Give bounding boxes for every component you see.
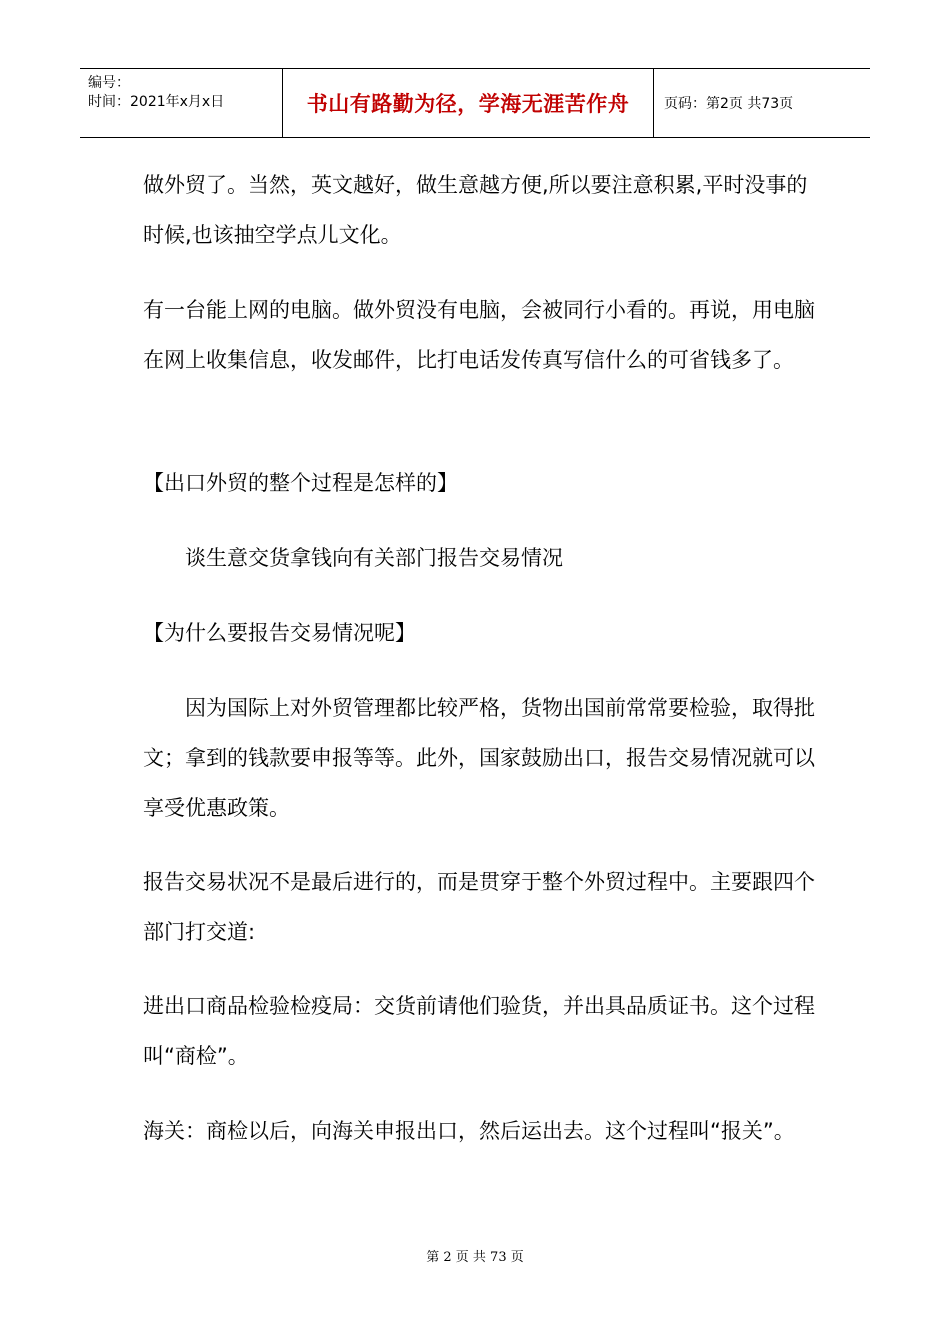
header-meta — [80, 69, 282, 137]
paragraph: 进出口商品检验检疫局：交货前请他们验货，并出具品质证书。这个过程叫“商检”。 — [143, 994, 815, 1068]
paragraph: 因为国际上对外贸管理都比较严格，货物出国前常常要检验，取得批文；拿到的钱款要申报等等。此外，国家鼓励出口，报告交易情况就可以享受优惠政策。 — [143, 696, 815, 820]
paragraph: 有一台能上网的电脑。做外贸没有电脑，会被同行小看的。再说，用电脑在网上收集信息，收发邮件，比打电话发传真写信什么的可省钱多了。 — [143, 298, 815, 372]
page-header — [80, 68, 870, 138]
page-footer: 第 2 页 共 73 页 — [426, 1250, 524, 1265]
paragraph: 海关：商检以后，向海关申报出口，然后运出去。这个过程叫“报关”。 — [143, 1119, 795, 1143]
header-motto: 书山有路勤为径，学海无涯苦作舟 — [282, 69, 654, 137]
header-page-info: 页码：第2页 共73页 — [664, 96, 794, 112]
date-line: 时间：2021年x月x日 — [88, 94, 225, 110]
paragraph: 谈生意交货拿钱向有关部门报告交易情况 — [185, 546, 563, 570]
paragraph: 做外贸了。当然，英文越好，做生意越方便,所以要注意积累,平时没事的时候,也该抽空学点儿文化。 — [143, 173, 808, 247]
section-heading: 【出口外贸的整个过程是怎样的】 — [143, 471, 458, 495]
paragraph: 报告交易状况不是最后进行的，而是贯穿于整个外贸过程中。主要跟四个部门打交道: — [143, 870, 815, 944]
doc-number-label: 编号： — [88, 75, 130, 91]
section-heading: 【为什么要报告交易情况呢】 — [143, 621, 416, 645]
